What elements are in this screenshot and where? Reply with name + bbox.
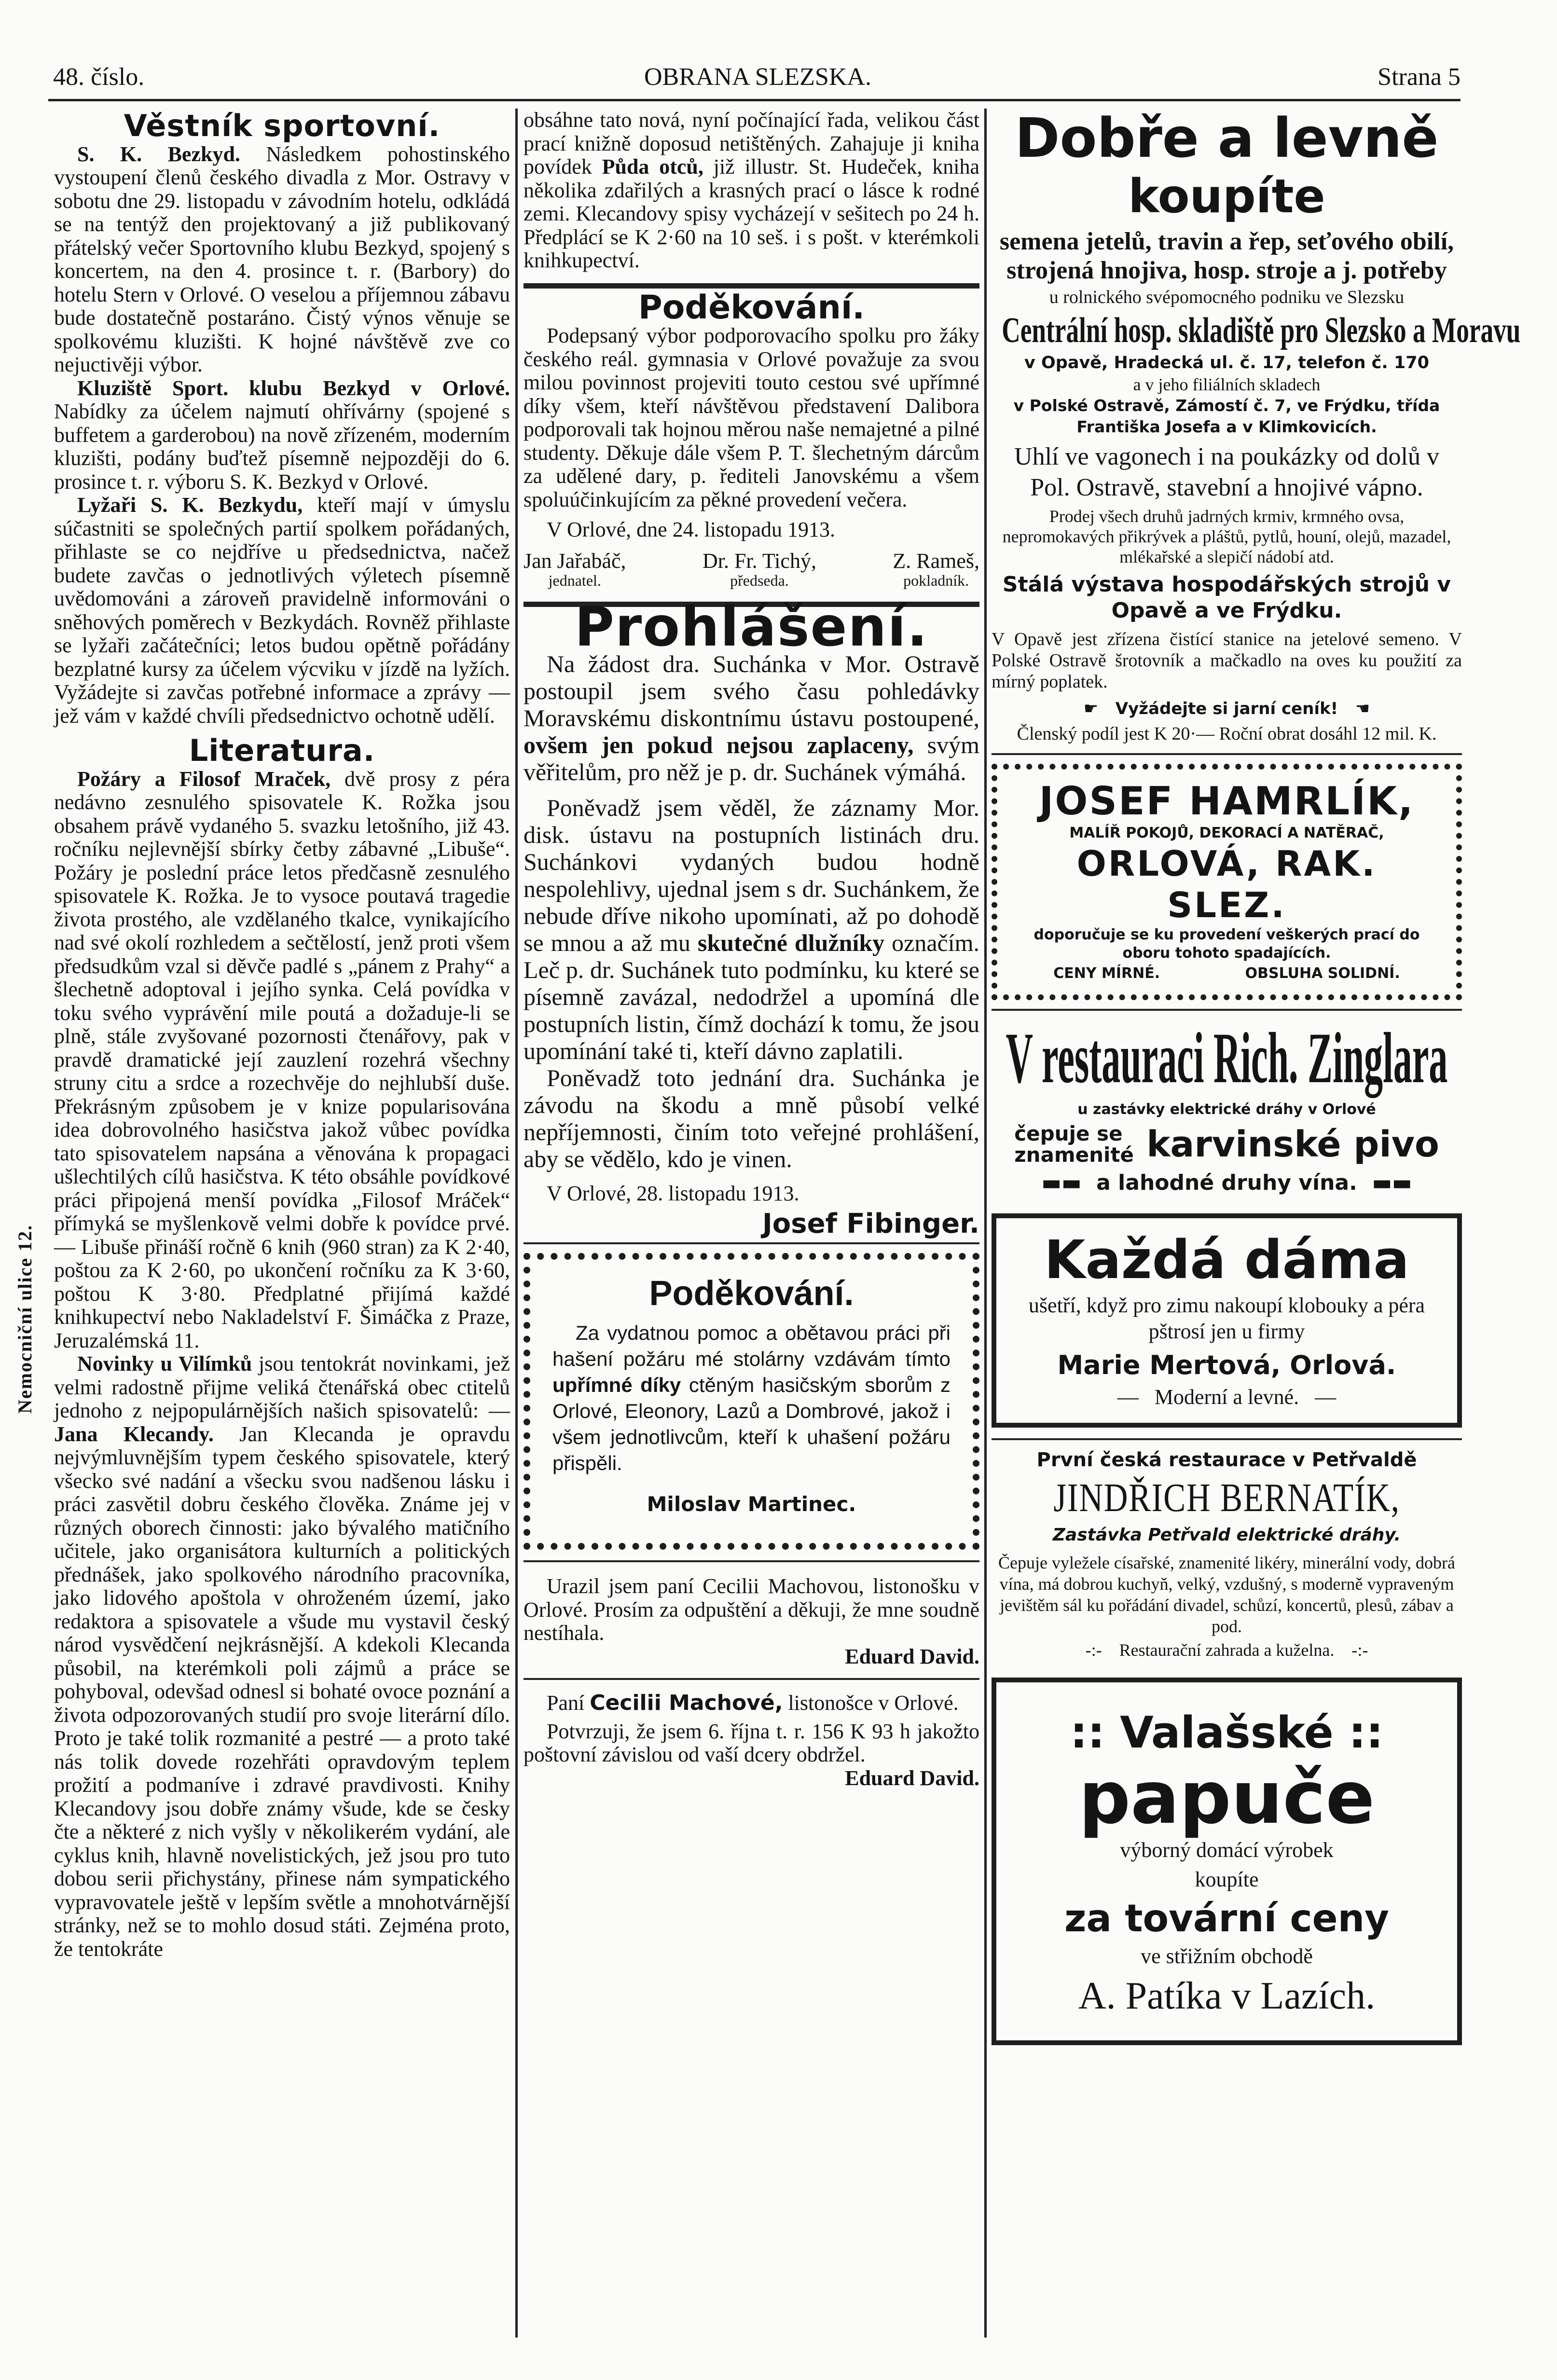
section-rule (524, 1242, 979, 1244)
declaration-heading: Prohlášení. (574, 595, 929, 659)
declaration-paragraph: Poněvadž toto jednání dra. Suchánka je závodu na škodu a mně působí velké nepříjemnosti, činím toto veřejné prohlášení, aby se vědělo, kdo je vinen. (524, 1064, 979, 1172)
thanks-box (524, 1253, 979, 1550)
box-signature: Miloslav Martinec. (647, 1492, 856, 1516)
column-2 (524, 109, 979, 1790)
sport-paragraph: Kluziště Sport. klubu Bezkyd v Orlové. Nabídky za účelem najmutí ohřívárny (spojené s buffetem a garderobou) na nově zřízeném, moderním kluzišti, podány buďtež písemně nejpozději do 6. prosince t. r. výboru S. K. Bezkyd v Orlové. (54, 376, 510, 494)
section-rule (524, 1678, 979, 1680)
column-divider (515, 109, 518, 2338)
signature: Dr. Fr. Tichý, předseda. (702, 549, 816, 589)
signature: Z. Rameš, pokladník. (893, 549, 979, 589)
thanks-signatures (524, 550, 979, 589)
receipt-notice: Potvrzuji, že jsem 6. října t. r. 156 K 93 h jakožto poštovní závislou od vaší dcery obdržel. (524, 1719, 979, 1766)
declaration-date: V Orlové, 28. listopadu 1913. (547, 1182, 799, 1205)
thanks-heading: Poděkování. (638, 288, 865, 327)
ad-slippers-patika: :: Valašské :: papuče výborný domácí výrobek koupíte za tovární ceny ve střižním obchodě A. Patíka v Lazích. (992, 1678, 1462, 2045)
column-3 (992, 107, 1521, 2054)
literature-heading: Literatura. (189, 733, 375, 768)
literature-continued: obsáhne tato nová, nyní počínající řada, velikou část prací knižně doposud netištěných. Zahajuje ji kniha povídek Půda otců, již illustr. St. Hudeček, kniha několika zdařilých a krasných prací o lásce k rodné zemi. Klecandovy spisy vycházejí v sešitech po 24 h. Předplácí se K 2·60 na 10 seš. i s pošt. v kterémkoli knihkupectví. (524, 108, 980, 272)
page-header (53, 63, 1461, 101)
pricelist-line: ☛ Vyžádejte si jarní ceník! ☚ (1083, 699, 1370, 718)
ad-rule (992, 753, 1462, 755)
literature-paragraph: Novinky u Vilímků jsou tentokrát novinkami, jež velmi radostně přijme veliká čtenářská obec ctitelů jednoho z nejpopulárnějších našich spisovatelů: — Jana Klecandy. Jan Klecanda je opravdu nejvýmluvnějším typem českého spisovatele, který všecko své nadání a všecku svou nadšenou lásku i práci zasvětil dobru českého člověka. Známe jej v různých oborech činnosti: jako bývalého matičního učitele, jako organisátora kulturních a politických přednášek, jako spolkového národního pracovníka, jako lidového apoštola v ohroženém území, jako redaktora a spisovatele a všude mu vystavil český národ vysvědčení nejkrásnější. A kdekoli Klecanda působil, na kterémkoli poli zájmů a práce se pohyboval, odevšad odnesl si bohaté ovoce poznání a života odpozorovaných studií pro svoje literární dílo. Proto je také tolik rozmanité a pestré — a proto také nás tolik dovede rozehřáti opravdovým teplem prožití a podmaníve i zdravé pravdivosti. Knihy Klecandovy jsou dobře známy všude, kde se česky čte a některé z nich vyšly v několikerém vydání, ale cyklus knih, hlavně novelistických, jež jsou pro tuto dobou serii přichystány, přinese nám sympatického vypravovatele ještě v lepším světle a mnohotvárnější stránky, než se to mohlo dosud státi. Zejména proto, že tentokráte (54, 1352, 510, 1961)
page-number: Strana 5 (1378, 63, 1461, 91)
newspaper-title: OBRANA SLEZSKA. (644, 63, 871, 91)
sport-paragraph: S. K. Bezkyd. Následkem pohostinského vystoupení členů českého divadla z Mor. Ostravy v sobotu dne 29. listopadu v závodním hotelu, odkládá se na tentýž den projektovaný a již publikovaný přátelský večer Sportovního klubu Bezkyd, spojený s koncertem, na den 4. prosince t. r. (Barbory) do hotelu Stern v Orlové. O veselou a příjemnou zábavu bude dostatečně postaráno. Čistý výnos věnuje se spolkovému kluzišti. K hojné návštěvě zve co nejuctivěji výbor. (54, 142, 510, 376)
ad-rule (992, 1438, 1462, 1440)
apology-notice: Urazil jsem paní Cecilii Machovou, listonošku v Orlové. Prosím za odpuštění a děkuji, že mne soudně nestíhala. (524, 1574, 979, 1645)
receipt-notice: Paní Cecilii Machové, listonošce v Orlové. (547, 1691, 959, 1715)
column-1 (54, 109, 510, 1961)
signature: Jan Jařabáč, jednatel. (524, 549, 626, 589)
literature-paragraph: Požáry a Filosof Mraček, dvě prosy z péra nedávno zesnulého spisovatele K. Rožka jsou obsahem právě vydaného 5. svazku letošního, již 43. ročníku nejlevnější sbírky četby zábavné „Libuše“. Požáry je poslední práce letos předčasně zesnulého spisovatele K. Rožka. Je to vysoce poutavá tragedie života prostého, ale vzdělaného tkalce, vynikajícího nad své okolí rozhledem a sečtělostí, jenž proti všem předsudkům vzal si děvče padlé s „pánem z Prahy“ a šlechetně adoptoval i jejího synka. Celá povídka v toku svého vyprávění mile poutá a dožaduje-li se plně, stále zvyšované pozornosti čtenářovy, pak v pravdě dramatické její zauzlení rozehrá všechny struny citu a srdce a rozechvěje do nejhlubší duše. Překrásným způsobem je v knize popularisována idea dobrovolného hasičstva jakož vůbec povídka tato spisovatelem napsána a věnována k propagaci ušlechtilých cílů hasičstva. K této obsáhle povídkové práci připojená menší povídka „Filosof Mráček“ přímyká se myšlenkově velmi dobře k povídce prvé. — Libuše přináší ročně 6 knih (960 stran) za K 2·40, poštou za K 2·60, po ukončení ročníku za K 3·60, poštou K 3·80. Předplatné přijímá každé knihkupectví nebo Nakladelství F. Šimáčka z Praze, Jeruzalémská 11. (54, 767, 510, 1352)
thanks-date: V Orlové, dne 24. listopadu 1913. (547, 518, 836, 541)
declaration-paragraph: Na žádost dra. Suchánka v Mor. Ostravě postoupil jsem svého času pohledávky Moravskému diskontnímu ústavu postoupené, ovšem jen pokud nejsou zaplaceny, svým věřitelům, pro něž je p. dr. Suchánek výmáhá. (524, 650, 979, 785)
sport-heading: Věstník sportovní. (124, 108, 441, 143)
ad-painter-hamrlik: JOSEF HAMRLÍK, MALÍŘ POKOJŮ, DEKORACÍ A NATĚRAČ, ORLOVÁ, RAK. SLEZ. doporučuje se ku provedení veškerých prací do oboru tohoto spadajících. CENY MÍRNÉ. OBSLUHA SOLIDNÍ. (992, 764, 1462, 1000)
ad-rule (992, 1009, 1462, 1011)
issue-number: 48. číslo. (53, 63, 145, 91)
apology-signature: Eduard David. (845, 1644, 979, 1668)
ad-seed-warehouse: Dobře a levně koupíte semena jetelů, travin a řep, seťového obilí, strojená hnojiva, hosp. stroje a j. potřeby u rolnického svépomocného podniku ve Slezsku Centrální hosp. skladiště pro Slezsko a Moravu v Opavě, Hradecká ul. č. 17, telefon č. 170 a v jeho filiálních skladech v Polské Ostravě, Zámostí č. 7, ve Frýdku, třída Františka Josefa a v Klimkovicích. Uhlí ve vagonech i na poukázky od dolů v Pol. Ostravě, stavební a hnojivé vápno. Prodej všech druhů jadrných krmiv, krmného ovsa, nepromokavých přikrývek a pláštů, pytlů, houní, olejů, mazadel, mlékařské a slepičí nádobí atd. Stálá výstava hospodářských strojů v Opavě a ve Frýdku. V Opavě jest zřízena čistící stanice na jetelové semeno. V Polské Ostravě šrotovník a mačkadlo na oves ku použití za mírný poplatek. ☛ Vyžádejte si jarní ceník! ☚ Členský podíl jest K 20·— Roční obrat dosáhl 12 mil. K. (992, 107, 1521, 744)
margin-note: Nemocniční ulice 12. (14, 1224, 36, 1414)
ad-restaurant-zinglar: V restauraci Rich. Zinglara u zastávky elektrické dráhy v Orlové čepuje se znamenité karvinské pivo ▬▬ a lahodné druhy vína. ▬▬ (1006, 1018, 1448, 1195)
declaration-signature: Josef Fibinger. (762, 1208, 979, 1239)
receipt-signature: Eduard David. (845, 1766, 979, 1790)
column-divider (984, 109, 987, 2338)
ad-restaurant-bernatik: První česká restaurace v Petřvaldě JINDŘICH BERNATÍK, Zastávka Petřvald elektrické dráhy. Čepuje vyležele císařské, znamenité likéry, minerální vody, dobrá vína, má dobrou kuchyň, velký, vzdušný, s moderně vypraveným jevištěm sál ku pořádání divadel, schůzí, koncertů, plesů, zábav a pod. -:- Restaurační zahrada a kuželna. -:- (998, 1449, 1455, 1660)
box-text: Za vydatnou pomoc a obětavou práci při hašení požáru mé stolárny vzdávám tímto upřímné díky ctěným hasičským sborům z Orlové, Eleonory, Lazů a Dombrové, jakož i všem jednotlivcům, kteří k uhašení požáru přispěli. (552, 1321, 951, 1474)
ad-milliner-mertova: Každá dáma ušetří, když pro zimu nakoupí klobouky a péra pštrosí jen u firmy Marie Mertová, Orlová. — Moderní a levné. — (992, 1213, 1462, 1428)
box-heading: Poděkování. (649, 1274, 854, 1313)
sport-paragraph: Lyžaři S. K. Bezkydu, kteří mají v úmyslu súčastniti se společných partií spolkem pořádaných, přihlaste se co nejdříve u předsednictva, načež budete zavčas o jednotlivých výletech písemně uvědomováni a zároveň pravidelně informováni o sněhových poměrech v Bezkydách. Rovněž přihlaste se lyžaři začátečníci; letos budou opětně pořádány bezplatné kursy za účelem výcviku v jízdě na lyžích. Vyžádejte si zavčas potřebné informace a zprávy — jež vám v každé chvíli předsednictvo ochotně udělí. (54, 493, 510, 728)
section-rule (524, 283, 979, 289)
header-rule (48, 99, 1461, 101)
declaration-paragraph: Poněvadž jsem věděl, že záznamy Mor. disk. ústavu na postupních listinách dru. Suchánkovi vydaných budou hodně nespolehlivy, ujednal jsem s dr. Suchánkem, že nebude dříve nikoho upomínati, až po dohodě se mnou a až mu skutečné dlužníky označím. Leč p. dr. Suchánek tuto podmínku, ku které se písemně zavázal, nedodržel a upomíná dle postupních listin, čímž dochází k tomu, že jsou upomínání také ti, kteří dávno zaplatili. (524, 794, 979, 1064)
thanks-paragraph: Podepsaný výbor podporovacího spolku pro žáky českého reál. gymnasia v Orlové považuje za svou milou povinnost projeviti touto cestou své upřímné díky všem, kteří návštěvou představení Dalibora podporovali tak hojnou měrou naše nemajetné a pilné studenty. Děkuje dále všem P. T. šlechetným dárcům za udělené dary, p. řediteli Janovskému a všem spoluúčinkujícím za pěkné provedení večera. (524, 324, 979, 511)
section-rule (524, 1560, 979, 1562)
